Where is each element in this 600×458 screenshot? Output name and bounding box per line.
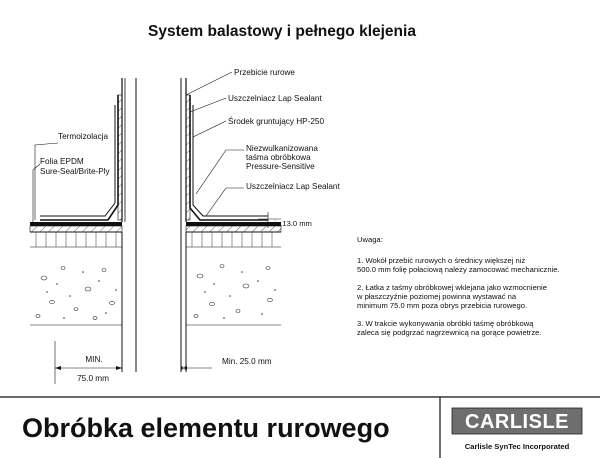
note-line-6: 3. W trakcie wykonywania obróbki taśmę obróbkową	[357, 319, 534, 328]
small-dim-label: min.13.0 mm	[268, 219, 312, 228]
carlisle-logo	[452, 408, 582, 451]
left-deck-ticks	[36, 232, 116, 247]
note-line-4: w płaszczyźnie poziomej powinna wystawać na	[357, 292, 517, 301]
left-dim-value: 75.0 mm	[77, 374, 109, 383]
label-uszczelniacz-2: Uszczelniacz Lap Sealant	[246, 182, 340, 191]
label-termoizolacja: Termoizolacja	[58, 132, 109, 141]
leader-primer	[193, 121, 226, 137]
left-leader-membrane	[33, 164, 40, 223]
right-membrane	[186, 222, 281, 226]
logo-text: CARLISLE	[465, 411, 569, 433]
label-niezwulkanizowana: Niezwulkanizowana	[246, 144, 318, 153]
left-leader-insulation	[35, 143, 58, 220]
note-line-5: minimum 75.0 mm poza obrys przebicia rurowego.	[357, 301, 528, 310]
label-pressure: Pressure-Sensitive	[246, 162, 315, 171]
right-dim-value: Min. 25.0 mm	[222, 357, 272, 366]
right-insulation-layer	[186, 226, 281, 232]
right-detail	[181, 68, 340, 372]
company-name: Carlisle SynTec Incorporated	[464, 442, 570, 451]
leader-sealant-top	[190, 98, 226, 112]
note-line-3: 2. Łatka z taśmy obróbkowej wklejana jako wzmocnienie	[357, 283, 547, 292]
diagram-title: System balastowy i pełnego klejenia	[148, 23, 416, 40]
footer-title: Obróbka elementu rurowego	[22, 413, 390, 443]
leader-tape	[196, 150, 244, 194]
left-concrete-dots	[46, 271, 117, 319]
label-sure-seal: Sure-Seal/Brite-Ply	[40, 167, 110, 176]
notes-heading: Uwaga:	[357, 235, 383, 244]
left-concrete-aggregate	[36, 267, 115, 320]
notes	[356, 235, 560, 337]
left-detail	[30, 78, 136, 384]
footer	[0, 397, 600, 458]
right-flashing-hatch	[186, 95, 190, 220]
note-line-1: 1. Wokół przebić rurowych o średnicy większej niż	[357, 256, 526, 265]
note-line-7: zaleca się podgrzać nagrzewnicą na gorące powietrze.	[357, 328, 542, 337]
left-flashing-hatch	[118, 95, 122, 220]
label-tasma: taśma obróbkowa	[246, 153, 311, 162]
left-dim-min: MIN.	[85, 355, 103, 364]
leader-pipe	[186, 72, 232, 95]
note-line-2: 500.0 mm folię połaciową należy zamocować mechanicznie.	[357, 265, 560, 274]
left-insulation-layer	[30, 226, 122, 232]
right-concrete-aggregate	[194, 265, 273, 318]
label-przebicie: Przebicie rurowe	[234, 68, 295, 77]
left-membrane	[30, 222, 122, 226]
label-uszczelniacz-1: Uszczelniacz Lap Sealant	[228, 94, 322, 103]
right-deck-ticks	[192, 232, 272, 247]
leader-sealant-bottom	[206, 188, 244, 216]
label-srodek: Środek gruntujący HP-250	[228, 117, 325, 126]
label-folia-epdm: Folia EPDM	[40, 157, 84, 166]
